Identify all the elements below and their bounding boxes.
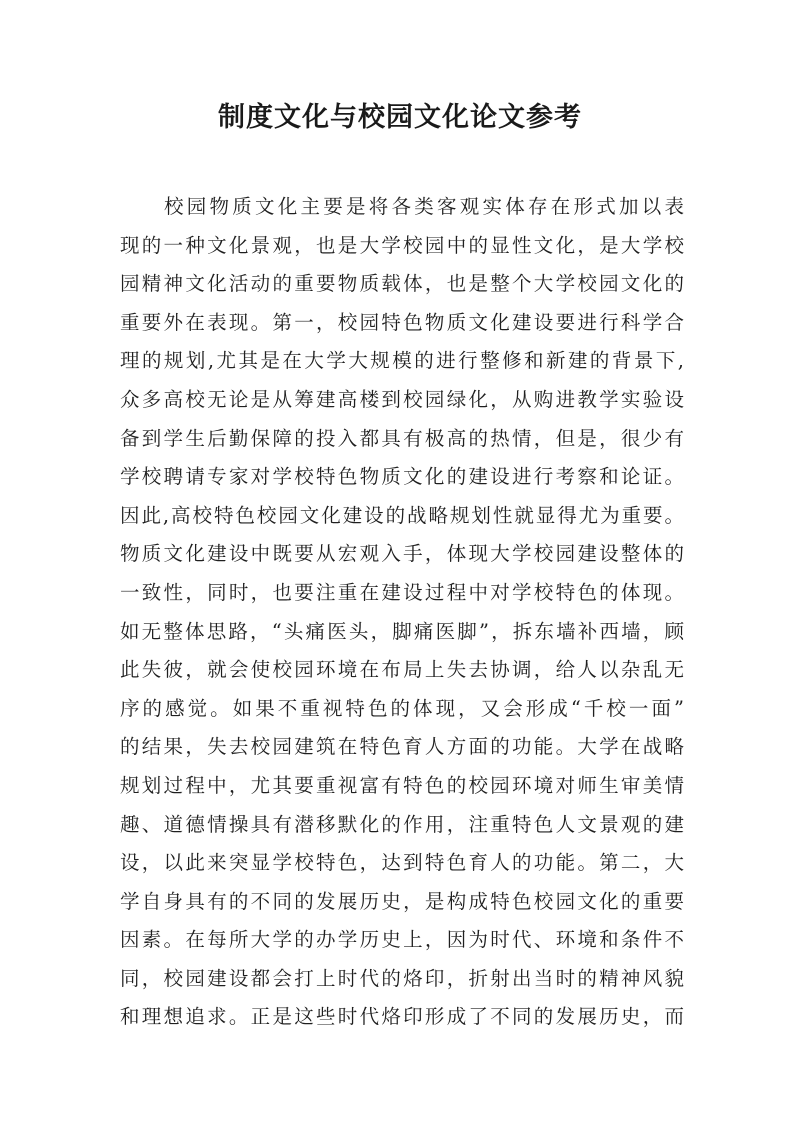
text-line: 备到学生后勤保障的投入都具有极高的热情，但是，很少有 (120, 426, 684, 450)
text-line: 和理想追求。正是这些时代烙印形成了不同的发展历史，而 (120, 1005, 684, 1029)
text-line: 如无整体思路，“头痛医头，脚痛医脚”，拆东墙补西墙，顾 (120, 619, 684, 643)
text-line: 因此,高校特色校园文化建设的战略规划性就显得尤为重要。 (120, 503, 684, 527)
text-line: 趣、道德情操具有潜移默化的作用，注重特色人文景观的建 (120, 812, 684, 836)
text-line: 园精神文化活动的重要物质载体，也是整个大学校园文化的 (120, 272, 684, 296)
text-line: 校园物质文化主要是将各类客观实体存在形式加以表 (164, 195, 684, 218)
body-paragraph (120, 188, 684, 1037)
document-title: 制度文化与校园文化论文参考 (218, 102, 582, 133)
text-line: 此失彼，就会使校园环境在布局上失去协调，给人以杂乱无 (120, 658, 684, 682)
text-line: 的结果，失去校园建筑在特色育人方面的功能。大学在战略 (120, 735, 684, 759)
text-line: 物质文化建设中既要从宏观入手，体现大学校园建设整体的 (120, 542, 684, 566)
text-line: 理的规划,尤其是在大学大规模的进行整修和新建的背景下, (120, 349, 684, 373)
text-line: 学校聘请专家对学校特色物质文化的建设进行考察和论证。 (120, 465, 684, 489)
text-line: 因素。在每所大学的办学历史上，因为时代、环境和条件不 (120, 928, 684, 952)
text-line: 序的感觉。如果不重视特色的体现，又会形成“千校一面” (120, 696, 684, 720)
text-line: 现的一种文化景观，也是大学校园中的显性文化，是大学校 (120, 233, 684, 257)
text-line: 设，以此来突显学校特色，达到特色育人的功能。第二，大 (120, 851, 684, 875)
text-line: 同，校园建设都会打上时代的烙印，折射出当时的精神风貌 (120, 966, 684, 990)
text-line: 规划过程中，尤其要重视富有特色的校园环境对师生审美情 (120, 773, 684, 797)
text-line: 一致性，同时，也要注重在建设过程中对学校特色的体现。 (120, 580, 684, 604)
text-line: 众多高校无论是从筹建高楼到校园绿化，从购进教学实验设 (120, 387, 684, 411)
text-line: 重要外在表现。第一，校园特色物质文化建设要进行科学合 (120, 310, 684, 334)
text-line: 学自身具有的不同的发展历史，是构成特色校园文化的重要 (120, 889, 684, 913)
